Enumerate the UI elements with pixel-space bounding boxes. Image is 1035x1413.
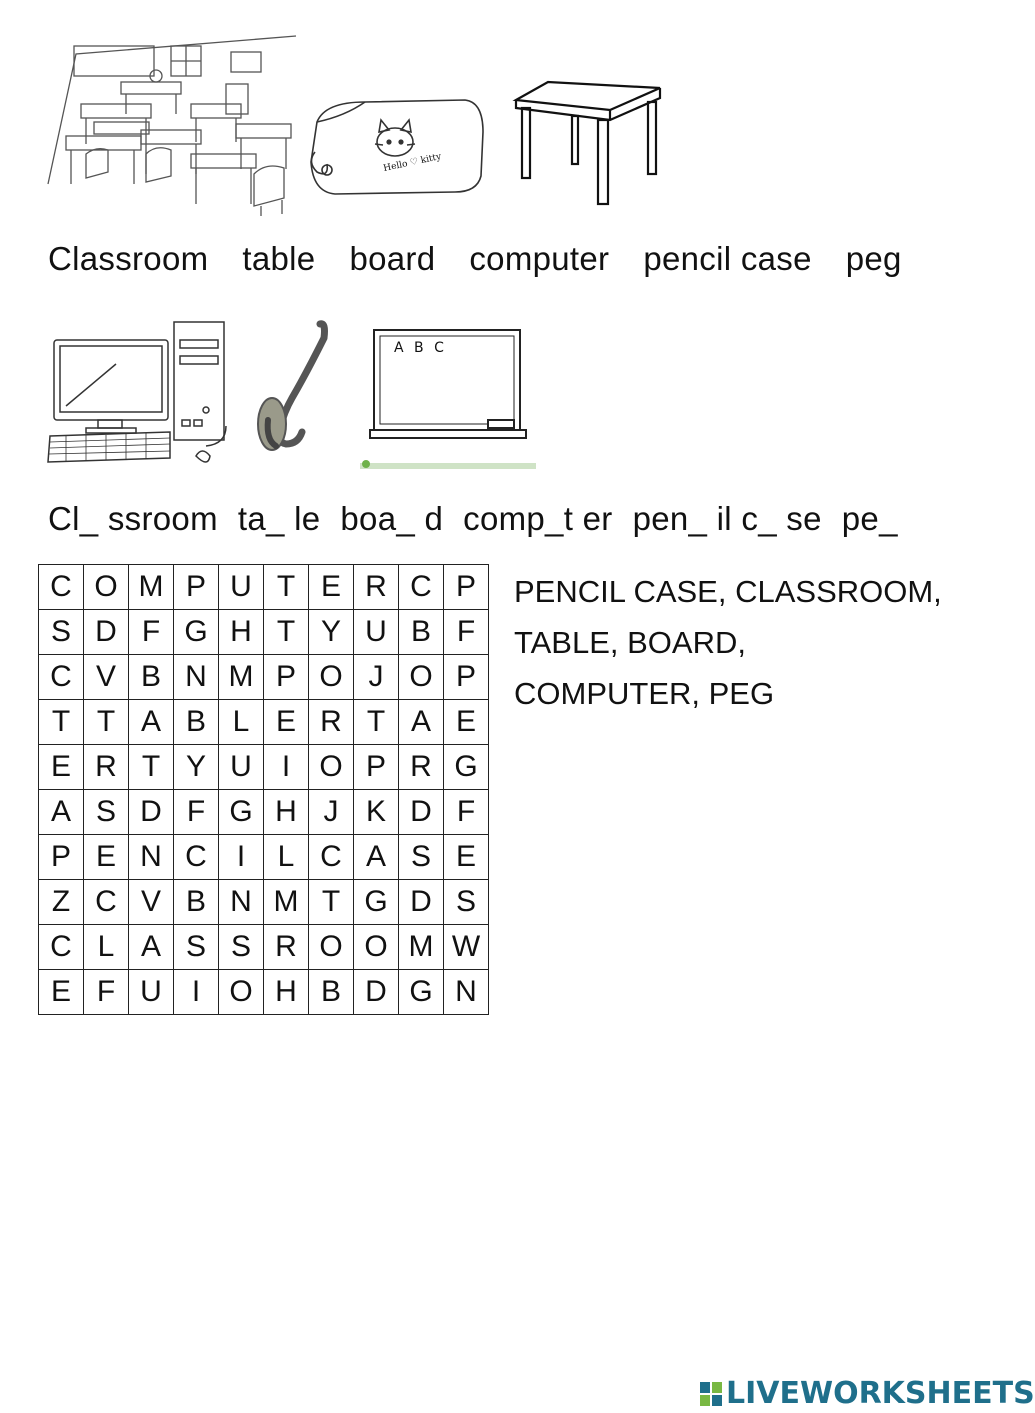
grid-cell[interactable]: T [84, 700, 129, 745]
grid-cell[interactable]: N [219, 880, 264, 925]
grid-cell[interactable]: A [399, 700, 444, 745]
grid-cell[interactable]: C [84, 880, 129, 925]
grid-cell[interactable]: T [354, 700, 399, 745]
computer-illustration [46, 318, 236, 476]
gapped-word: boa_ d [340, 500, 444, 537]
grid-cell[interactable]: R [309, 700, 354, 745]
grid-cell[interactable]: B [309, 970, 354, 1015]
grid-cell[interactable]: Y [309, 610, 354, 655]
grid-cell[interactable]: T [264, 610, 309, 655]
grid-cell[interactable]: A [39, 790, 84, 835]
word-bank-item: board [349, 240, 436, 277]
grid-cell[interactable]: M [129, 565, 174, 610]
liveworksheets-icon [700, 1382, 722, 1406]
gapped-words [48, 500, 918, 538]
grid-cell[interactable]: E [264, 700, 309, 745]
grid-cell[interactable]: J [309, 790, 354, 835]
grid-cell[interactable]: T [39, 700, 84, 745]
pencil-case-logo-text: Hello ♡ kitty [382, 151, 443, 175]
grid-row [39, 925, 489, 970]
grid-cell[interactable]: E [39, 745, 84, 790]
grid-cell[interactable]: C [39, 655, 84, 700]
grid-cell[interactable]: B [174, 700, 219, 745]
grid-cell[interactable]: N [444, 970, 489, 1015]
grid-cell[interactable]: L [219, 700, 264, 745]
grid-cell[interactable]: O [399, 655, 444, 700]
grid-cell[interactable]: O [309, 745, 354, 790]
grid-cell[interactable]: Y [174, 745, 219, 790]
grid-cell[interactable]: D [129, 790, 174, 835]
grid-row [39, 745, 489, 790]
grid-cell[interactable]: F [129, 610, 174, 655]
grid-cell[interactable]: E [39, 970, 84, 1015]
grid-cell[interactable]: E [444, 700, 489, 745]
grid-row [39, 655, 489, 700]
grid-cell[interactable]: R [399, 745, 444, 790]
word-list [514, 566, 942, 719]
grid-cell[interactable]: H [264, 790, 309, 835]
grid-cell[interactable]: P [174, 565, 219, 610]
grid-cell[interactable]: K [354, 790, 399, 835]
grid-cell[interactable]: B [399, 610, 444, 655]
grid-row [39, 610, 489, 655]
gapped-word: comp_t er [463, 500, 613, 537]
gapped-word: ta_ le [237, 500, 321, 537]
grid-cell[interactable]: A [129, 700, 174, 745]
gapped-word: pen_ il c_ se [632, 500, 822, 537]
grid-row [39, 565, 489, 610]
grid-cell[interactable]: J [354, 655, 399, 700]
word-bank-item: peg [845, 240, 902, 277]
grid-row [39, 970, 489, 1015]
grid-cell[interactable]: P [444, 565, 489, 610]
grid-cell[interactable]: U [219, 565, 264, 610]
grid-cell[interactable]: T [264, 565, 309, 610]
grid-row [39, 790, 489, 835]
grid-cell[interactable]: O [309, 655, 354, 700]
grid-cell[interactable]: P [354, 745, 399, 790]
grid-cell[interactable]: O [309, 925, 354, 970]
grid-cell[interactable]: C [174, 835, 219, 880]
grid-cell[interactable]: L [84, 925, 129, 970]
grid-cell[interactable]: Z [39, 880, 84, 925]
grid-cell[interactable]: D [399, 790, 444, 835]
grid-cell[interactable]: P [39, 835, 84, 880]
grid-cell[interactable]: R [354, 565, 399, 610]
grid-cell[interactable]: I [174, 970, 219, 1015]
table-illustration [512, 76, 662, 206]
grid-cell[interactable]: S [444, 880, 489, 925]
coat-hook-illustration [246, 320, 338, 460]
grid-cell[interactable]: G [444, 745, 489, 790]
grid-cell[interactable]: E [84, 835, 129, 880]
grid-cell[interactable]: D [84, 610, 129, 655]
grid-cell[interactable]: L [264, 835, 309, 880]
word-bank-item: pencil case [643, 240, 812, 277]
liveworksheets-logo[interactable] [700, 1376, 1035, 1411]
grid-cell[interactable]: I [264, 745, 309, 790]
grid-cell[interactable]: R [264, 925, 309, 970]
grid-cell[interactable]: B [174, 880, 219, 925]
grid-cell[interactable]: T [129, 745, 174, 790]
grid-cell[interactable]: A [354, 835, 399, 880]
grid-cell[interactable]: T [309, 880, 354, 925]
word-bank-item: computer [469, 240, 610, 277]
whiteboard-illustration [360, 310, 536, 474]
grid-cell[interactable]: B [129, 655, 174, 700]
grid-cell[interactable]: G [174, 610, 219, 655]
grid-cell[interactable]: A [129, 925, 174, 970]
grid-cell[interactable]: S [174, 925, 219, 970]
gapped-word: Cl_ ssroom [48, 500, 218, 537]
grid-cell[interactable]: S [399, 835, 444, 880]
board-text: A B C [394, 340, 447, 356]
grid-row [39, 835, 489, 880]
word-search-grid [38, 564, 489, 1015]
grid-row [39, 880, 489, 925]
pencil-case-illustration [305, 92, 487, 200]
word-bank-item: table [242, 240, 316, 277]
grid-cell[interactable]: M [219, 655, 264, 700]
word-list-line: COMPUTER, PEG [514, 676, 775, 711]
grid-cell[interactable]: C [309, 835, 354, 880]
grid-cell[interactable]: U [354, 610, 399, 655]
grid-cell[interactable]: U [129, 970, 174, 1015]
grid-cell[interactable]: S [39, 610, 84, 655]
grid-cell[interactable]: R [84, 745, 129, 790]
grid-cell[interactable]: D [399, 880, 444, 925]
grid-cell[interactable]: W [444, 925, 489, 970]
grid-cell[interactable]: S [84, 790, 129, 835]
grid-cell[interactable]: F [174, 790, 219, 835]
grid-cell[interactable]: E [309, 565, 354, 610]
classroom-illustration [46, 34, 300, 218]
grid-cell[interactable]: F [84, 970, 129, 1015]
grid-cell[interactable]: P [264, 655, 309, 700]
grid-cell[interactable]: V [129, 880, 174, 925]
grid-cell[interactable]: H [264, 970, 309, 1015]
grid-cell[interactable]: F [444, 790, 489, 835]
word-list-line: TABLE, BOARD, [514, 625, 746, 660]
grid-cell[interactable]: O [219, 970, 264, 1015]
gapped-word: pe_ [841, 500, 898, 537]
grid-cell[interactable]: G [354, 880, 399, 925]
grid-cell[interactable]: O [354, 925, 399, 970]
brand-name: LIVEWORKSHEETS [726, 1376, 1035, 1411]
grid-cell[interactable]: N [174, 655, 219, 700]
grid-cell[interactable]: E [444, 835, 489, 880]
word-list-line: PENCIL CASE, CLASSROOM, [514, 574, 942, 609]
grid-cell[interactable]: G [219, 790, 264, 835]
grid-cell[interactable]: U [219, 745, 264, 790]
grid-cell[interactable]: M [264, 880, 309, 925]
word-bank-item: Classroom [48, 240, 209, 277]
grid-cell[interactable]: N [129, 835, 174, 880]
grid-cell[interactable]: G [399, 970, 444, 1015]
grid-cell[interactable]: P [444, 655, 489, 700]
grid-cell[interactable]: O [84, 565, 129, 610]
grid-cell[interactable]: V [84, 655, 129, 700]
grid-cell[interactable]: C [399, 565, 444, 610]
grid-cell[interactable]: S [219, 925, 264, 970]
grid-cell[interactable]: M [399, 925, 444, 970]
grid-cell[interactable]: D [354, 970, 399, 1015]
grid-cell[interactable]: C [39, 565, 84, 610]
grid-cell[interactable]: I [219, 835, 264, 880]
grid-row [39, 700, 489, 745]
grid-cell[interactable]: C [39, 925, 84, 970]
word-bank [48, 240, 936, 278]
grid-cell[interactable]: F [444, 610, 489, 655]
grid-cell[interactable]: H [219, 610, 264, 655]
